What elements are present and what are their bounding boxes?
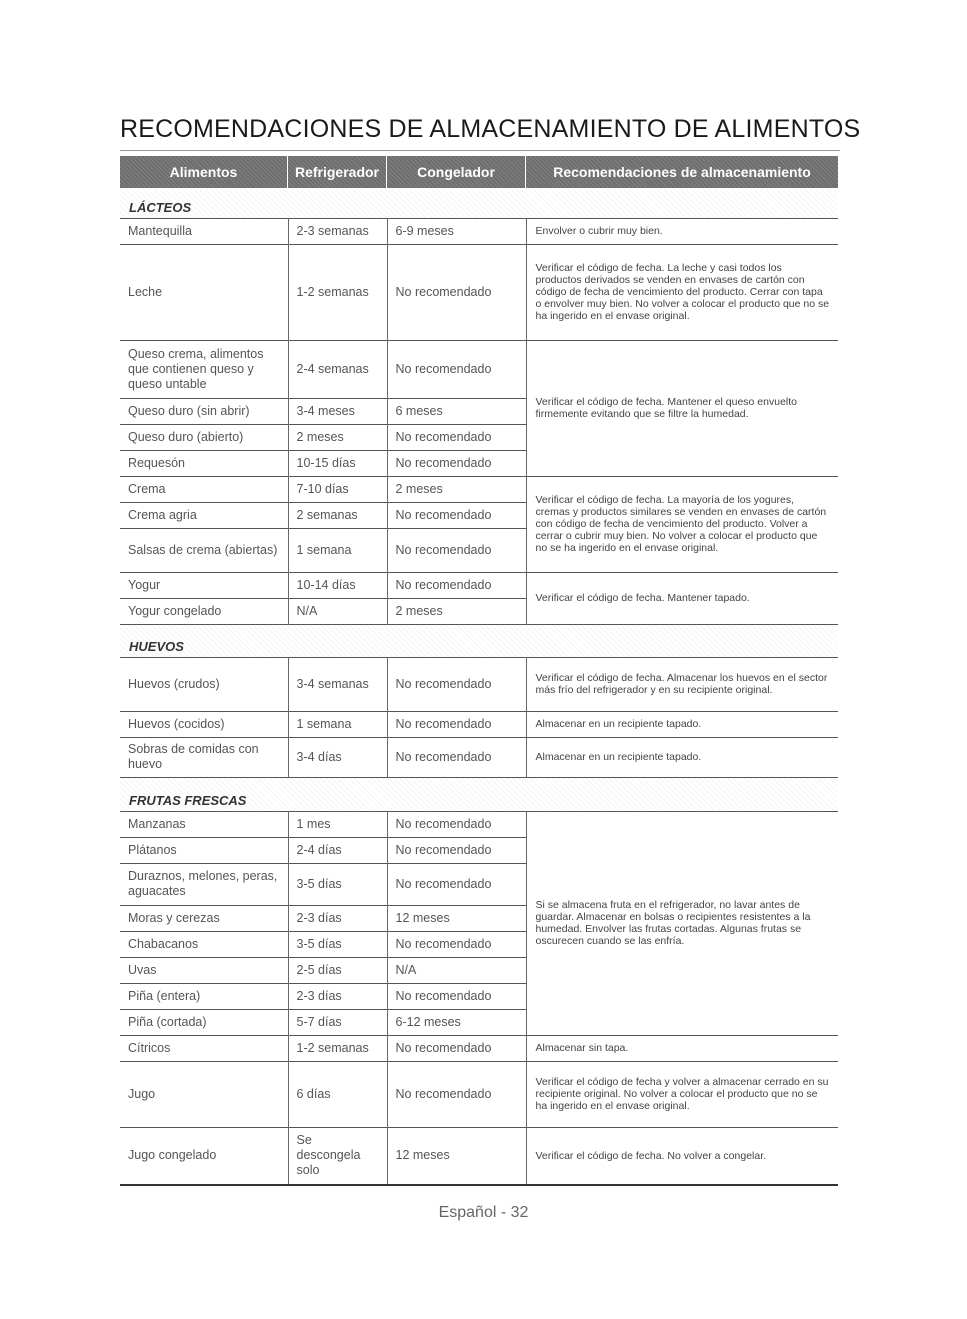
freezer-time: 6 meses	[387, 398, 526, 424]
food-name: Duraznos, melones, peras, aguacates	[120, 863, 288, 905]
table-row	[120, 244, 838, 340]
freezer-time: 2 meses	[387, 598, 526, 624]
fridge-time: 1 mes	[288, 811, 387, 837]
recommendation: Verificar el código de fecha y volver a almacenar cerrado en su recipiente original. No volver a colocar el producto que no se ha ingerido en el envase original.	[526, 1061, 838, 1127]
fridge-time: 2-3 días	[288, 983, 387, 1009]
freezer-time: No recomendado	[387, 983, 526, 1009]
food-name: Cítricos	[120, 1035, 288, 1061]
freezer-time: No recomendado	[387, 811, 526, 837]
fridge-time: 1-2 semanas	[288, 244, 387, 340]
fridge-time: 3-4 semanas	[288, 657, 387, 711]
food-name: Moras y cerezas	[120, 905, 288, 931]
page-footer: Español - 32	[438, 1204, 529, 1221]
fridge-time: 3-4 días	[288, 737, 387, 777]
food-name: Chabacanos	[120, 931, 288, 957]
fridge-time: 10-14 días	[288, 572, 387, 598]
table-row	[120, 340, 838, 398]
recommendation: Almacenar en un recipiente tapado.	[526, 737, 838, 777]
freezer-time: No recomendado	[387, 502, 526, 528]
food-name: Manzanas	[120, 811, 288, 837]
freezer-time: No recomendado	[387, 837, 526, 863]
fridge-time: Se descongela solo	[288, 1127, 387, 1185]
storage-table	[120, 190, 838, 1186]
section-huevos: HUEVOS	[120, 624, 838, 657]
header-recomendaciones: Recomendaciones de almacenamiento	[553, 164, 811, 180]
freezer-time: 6-9 meses	[387, 218, 526, 244]
recommendation: Verificar el código de fecha. La leche y casi todos los productos derivados se venden en envases de cartón con código de fecha de vencimiento del producto. Cerrar con tapa o envolver muy bien. No volver a colocar el producto que no se ha ingerido en el envase original.	[526, 244, 838, 340]
freezer-time: No recomendado	[387, 528, 526, 572]
food-name: Jugo	[120, 1061, 288, 1127]
freezer-time: No recomendado	[387, 340, 526, 398]
food-name: Piña (cortada)	[120, 1009, 288, 1035]
food-name: Huevos (crudos)	[120, 657, 288, 711]
fridge-time: 2-5 días	[288, 957, 387, 983]
recommendation: Si se almacena fruta en el refrigerador, no lavar antes de guardar. Almacenar en bolsas o recipientes resistentes a la humedad. Envolver las frutas cortadas. Algunas frutas se oscurecen cuando se las enfría.	[526, 811, 838, 1035]
table-row	[120, 811, 838, 837]
fridge-time: 2 semanas	[288, 502, 387, 528]
food-name: Mantequilla	[120, 218, 288, 244]
table-row	[120, 476, 838, 502]
fridge-time: 2-4 semanas	[288, 340, 387, 398]
section-frutas-frescas: FRUTAS FRESCAS	[120, 777, 838, 811]
recommendation: Almacenar sin tapa.	[526, 1035, 838, 1061]
recommendation: Verificar el código de fecha. Mantener tapado.	[526, 572, 838, 624]
food-name: Yogur congelado	[120, 598, 288, 624]
section-row	[120, 190, 838, 218]
freezer-time: No recomendado	[387, 931, 526, 957]
freezer-time: No recomendado	[387, 572, 526, 598]
fridge-time: 2-3 días	[288, 905, 387, 931]
recommendation: Verificar el código de fecha. No volver a congelar.	[526, 1127, 838, 1185]
freezer-time: 12 meses	[387, 1127, 526, 1185]
fridge-time: 2-3 semanas	[288, 218, 387, 244]
fridge-time: 5-7 días	[288, 1009, 387, 1035]
table-row	[120, 711, 838, 737]
fridge-time: 6 días	[288, 1061, 387, 1127]
fridge-time: N/A	[288, 598, 387, 624]
food-name: Huevos (cocidos)	[120, 711, 288, 737]
freezer-time: No recomendado	[387, 737, 526, 777]
freezer-time: No recomendado	[387, 863, 526, 905]
header-refrigerador: Refrigerador	[288, 156, 387, 188]
freezer-time: No recomendado	[387, 450, 526, 476]
freezer-time: N/A	[387, 957, 526, 983]
recommendation: Envolver o cubrir muy bien.	[526, 218, 838, 244]
fridge-time: 1 semana	[288, 528, 387, 572]
food-name: Crema	[120, 476, 288, 502]
table-row	[120, 218, 838, 244]
freezer-time: 2 meses	[387, 476, 526, 502]
header-congelador: Congelador	[387, 156, 526, 188]
table-row	[120, 657, 838, 711]
header-alimentos: Alimentos	[120, 156, 288, 188]
food-name: Crema agria	[120, 502, 288, 528]
fridge-time: 3-4 meses	[288, 398, 387, 424]
food-name: Queso duro (sin abrir)	[120, 398, 288, 424]
table-row	[120, 1127, 838, 1185]
food-name: Leche	[120, 244, 288, 340]
recommendation: Almacenar en un recipiente tapado.	[526, 711, 838, 737]
freezer-time: 12 meses	[387, 905, 526, 931]
fridge-time: 3-5 días	[288, 931, 387, 957]
recommendation: Verificar el código de fecha. Almacenar los huevos en el sector más frío del refrigerador y en su recipiente original.	[526, 657, 838, 711]
fridge-time: 1-2 semanas	[288, 1035, 387, 1061]
food-name: Queso crema, alimentos que contienen queso y queso untable	[120, 340, 288, 398]
freezer-time: No recomendado	[387, 657, 526, 711]
freezer-time: No recomendado	[387, 711, 526, 737]
food-name: Queso duro (abierto)	[120, 424, 288, 450]
freezer-time: No recomendado	[387, 1035, 526, 1061]
food-name: Uvas	[120, 957, 288, 983]
food-name: Yogur	[120, 572, 288, 598]
table-row	[120, 737, 838, 777]
table-row	[120, 1035, 838, 1061]
food-name: Sobras de comidas con huevo	[120, 737, 288, 777]
fridge-time: 2-4 días	[288, 837, 387, 863]
fridge-time: 1 semana	[288, 711, 387, 737]
section-row	[120, 624, 838, 657]
section-lacteos: LÁCTEOS	[120, 190, 838, 218]
table-row	[120, 572, 838, 598]
freezer-time: No recomendado	[387, 424, 526, 450]
fridge-time: 7-10 días	[288, 476, 387, 502]
freezer-time: No recomendado	[387, 244, 526, 340]
table-row	[120, 1061, 838, 1127]
table-header	[120, 156, 838, 188]
freezer-time: 6-12 meses	[387, 1009, 526, 1035]
freezer-time: No recomendado	[387, 1061, 526, 1127]
food-name: Salsas de crema (abiertas)	[120, 528, 288, 572]
food-name: Requesón	[120, 450, 288, 476]
food-name: Piña (entera)	[120, 983, 288, 1009]
food-name: Plátanos	[120, 837, 288, 863]
food-name: Jugo congelado	[120, 1127, 288, 1185]
fridge-time: 3-5 días	[288, 863, 387, 905]
recommendation: Verificar el código de fecha. La mayoría de los yogures, cremas y productos similares se venden en envases de cartón con código de fecha de vencimiento del producto. Volver a cerrar o cubrir muy bien. No volver a colocar el producto que no se ha ingerido en el envase original.	[526, 476, 838, 572]
fridge-time: 10-15 días	[288, 450, 387, 476]
section-row	[120, 777, 838, 811]
fridge-time: 2 meses	[288, 424, 387, 450]
recommendation: Verificar el código de fecha. Mantener el queso envuelto firmemente evitando que se filtre la humedad.	[526, 340, 838, 476]
page-title: RECOMENDACIONES DE ALMACENAMIENTO DE ALIMENTOS	[120, 115, 840, 151]
